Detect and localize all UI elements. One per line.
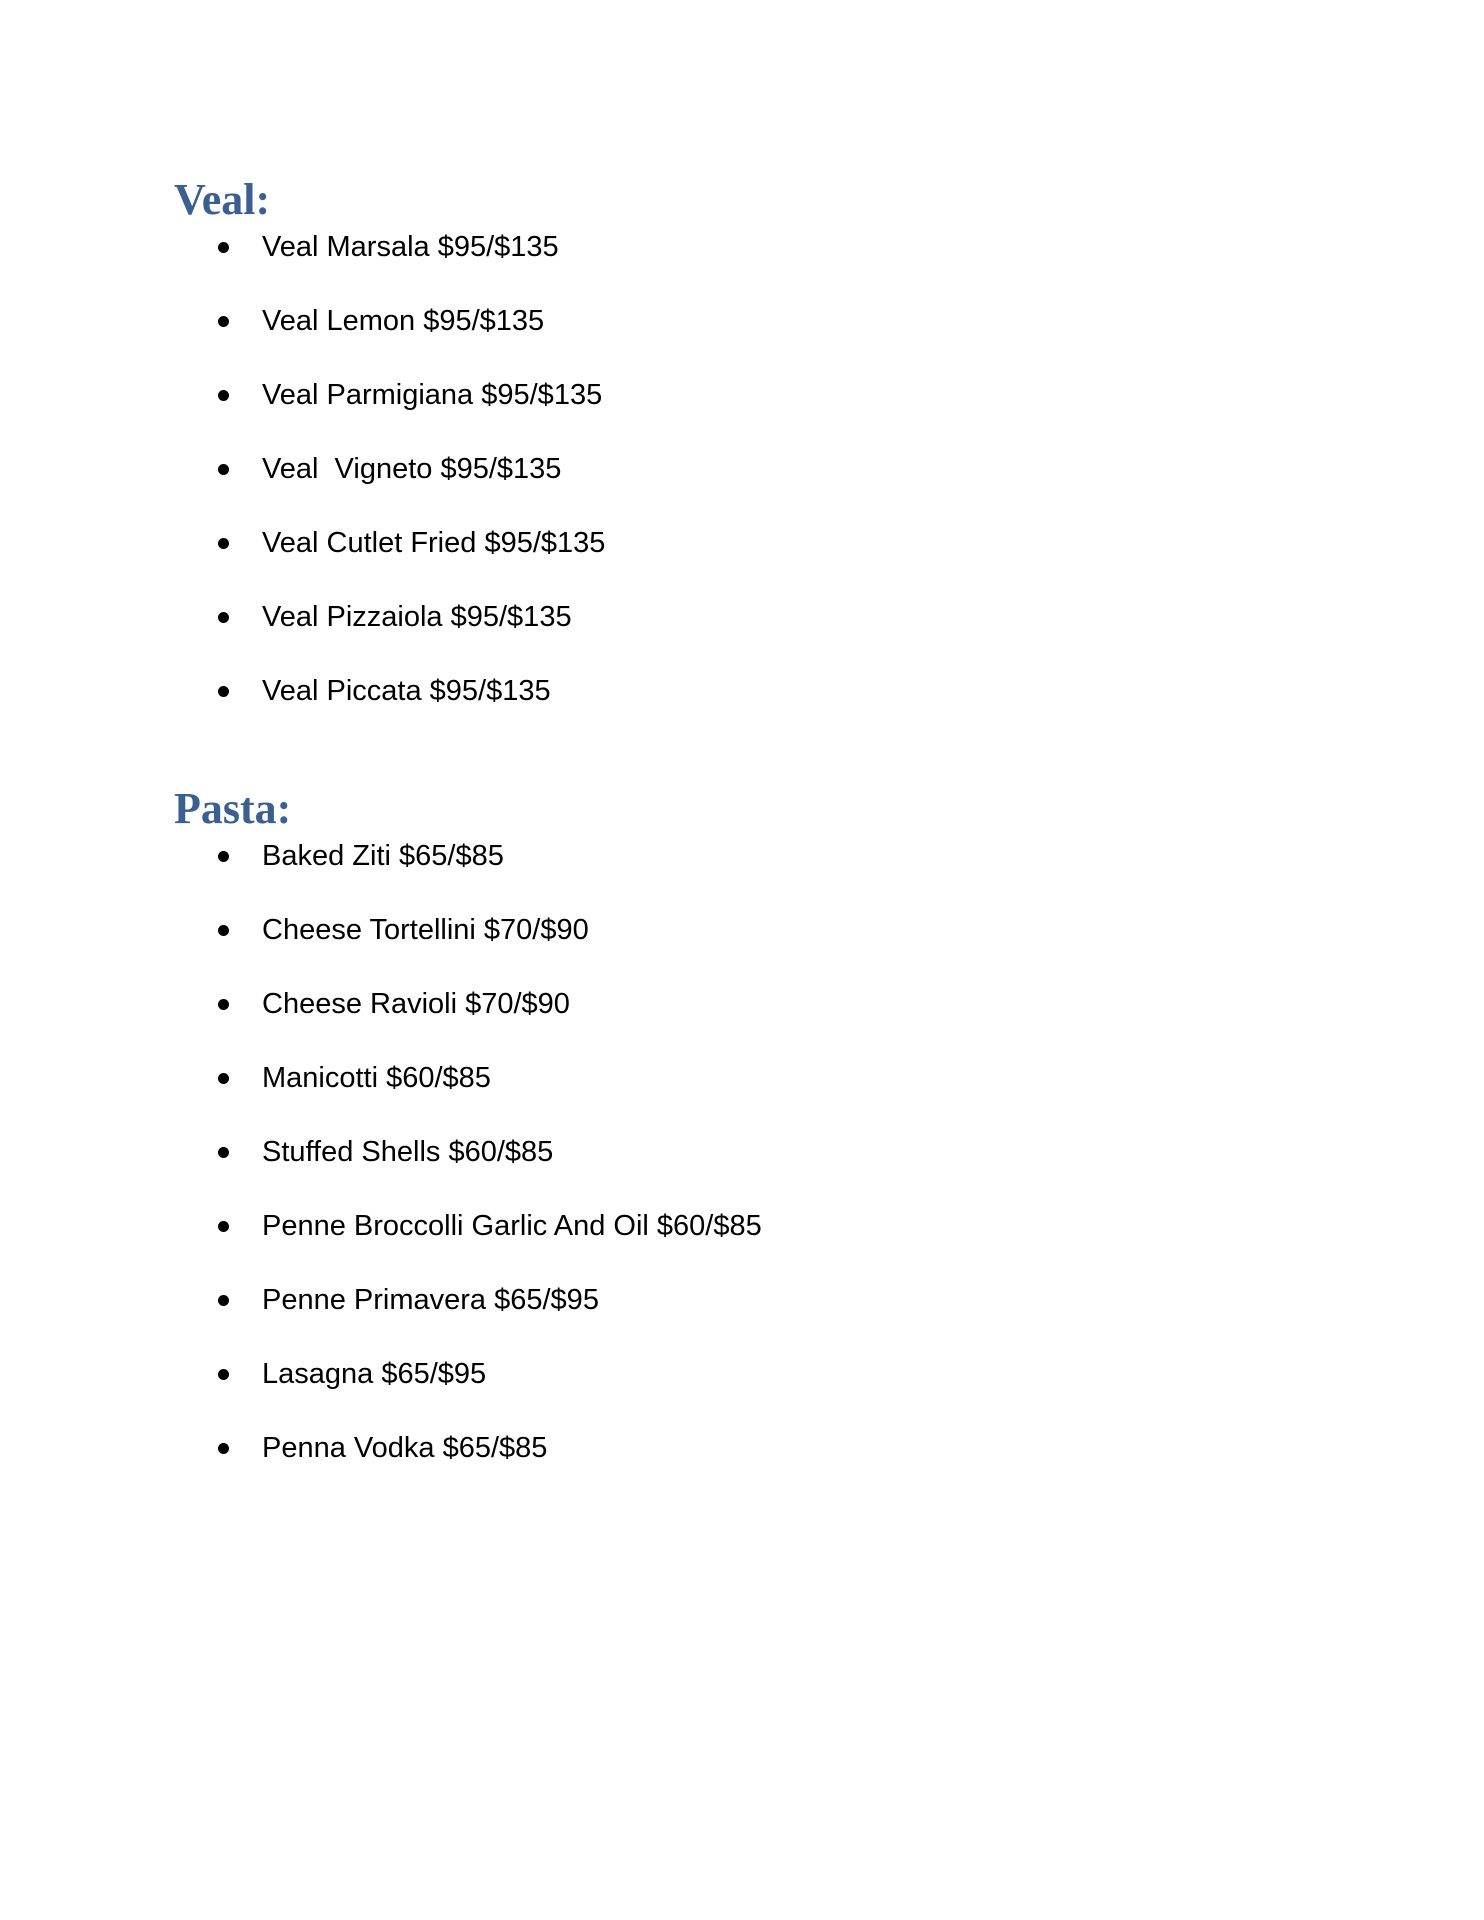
menu-item <box>174 1207 1274 1281</box>
menu-item-label: Veal Vigneto $95/$135 <box>262 453 562 485</box>
menu-item-label: Veal Piccata $95/$135 <box>262 675 551 707</box>
menu-item <box>174 376 1274 450</box>
bullet-icon <box>218 464 229 475</box>
bullet-icon <box>218 612 229 623</box>
veal-section <box>174 172 1274 746</box>
menu-item <box>174 672 1274 746</box>
section-heading-pasta: Pasta: <box>174 784 292 833</box>
menu-item <box>174 524 1274 598</box>
bullet-icon <box>218 538 229 549</box>
bullet-icon <box>218 390 229 401</box>
bullet-icon <box>218 1147 229 1158</box>
menu-item <box>174 1281 1274 1355</box>
bullet-icon <box>218 686 229 697</box>
bullet-icon <box>218 242 229 253</box>
section-heading-veal: Veal: <box>174 175 271 224</box>
bullet-icon <box>218 1443 229 1454</box>
bullet-icon <box>218 1073 229 1084</box>
bullet-icon <box>218 851 229 862</box>
bullet-icon <box>218 1221 229 1232</box>
menu-item <box>174 837 1274 911</box>
veal-menu-list <box>174 228 1274 746</box>
menu-item-label: Stuffed Shells $60/$85 <box>262 1136 554 1168</box>
menu-item-label: Veal Pizzaiola $95/$135 <box>262 601 572 633</box>
menu-item-label: Penne Primavera $65/$95 <box>262 1284 599 1316</box>
pasta-section <box>174 781 1274 1503</box>
menu-item <box>174 228 1274 302</box>
menu-item <box>174 450 1274 524</box>
bullet-icon <box>218 1369 229 1380</box>
menu-item <box>174 1133 1274 1207</box>
menu-item-label: Lasagna $65/$95 <box>262 1358 487 1390</box>
menu-item-label: Penne Broccolli Garlic And Oil $60/$85 <box>262 1210 762 1242</box>
menu-item-label: Manicotti $60/$85 <box>262 1062 491 1094</box>
menu-item <box>174 911 1274 985</box>
menu-item-label: Cheese Tortellini $70/$90 <box>262 914 589 946</box>
menu-item <box>174 1059 1274 1133</box>
menu-item-label: Baked Ziti $65/$85 <box>262 840 504 872</box>
menu-item-label: Veal Cutlet Fried $95/$135 <box>262 527 606 559</box>
bullet-icon <box>218 316 229 327</box>
bullet-icon <box>218 999 229 1010</box>
menu-item <box>174 985 1274 1059</box>
menu-item <box>174 1429 1274 1503</box>
menu-item <box>174 598 1274 672</box>
bullet-icon <box>218 925 229 936</box>
menu-item-label: Veal Marsala $95/$135 <box>262 231 559 263</box>
menu-item-label: Veal Parmigiana $95/$135 <box>262 379 603 411</box>
menu-item-label: Veal Lemon $95/$135 <box>262 305 545 337</box>
menu-item <box>174 302 1274 376</box>
menu-item-label: Cheese Ravioli $70/$90 <box>262 988 570 1020</box>
menu-item <box>174 1355 1274 1429</box>
bullet-icon <box>218 1295 229 1306</box>
menu-item-label: Penna Vodka $65/$85 <box>262 1432 548 1464</box>
pasta-menu-list <box>174 837 1274 1503</box>
